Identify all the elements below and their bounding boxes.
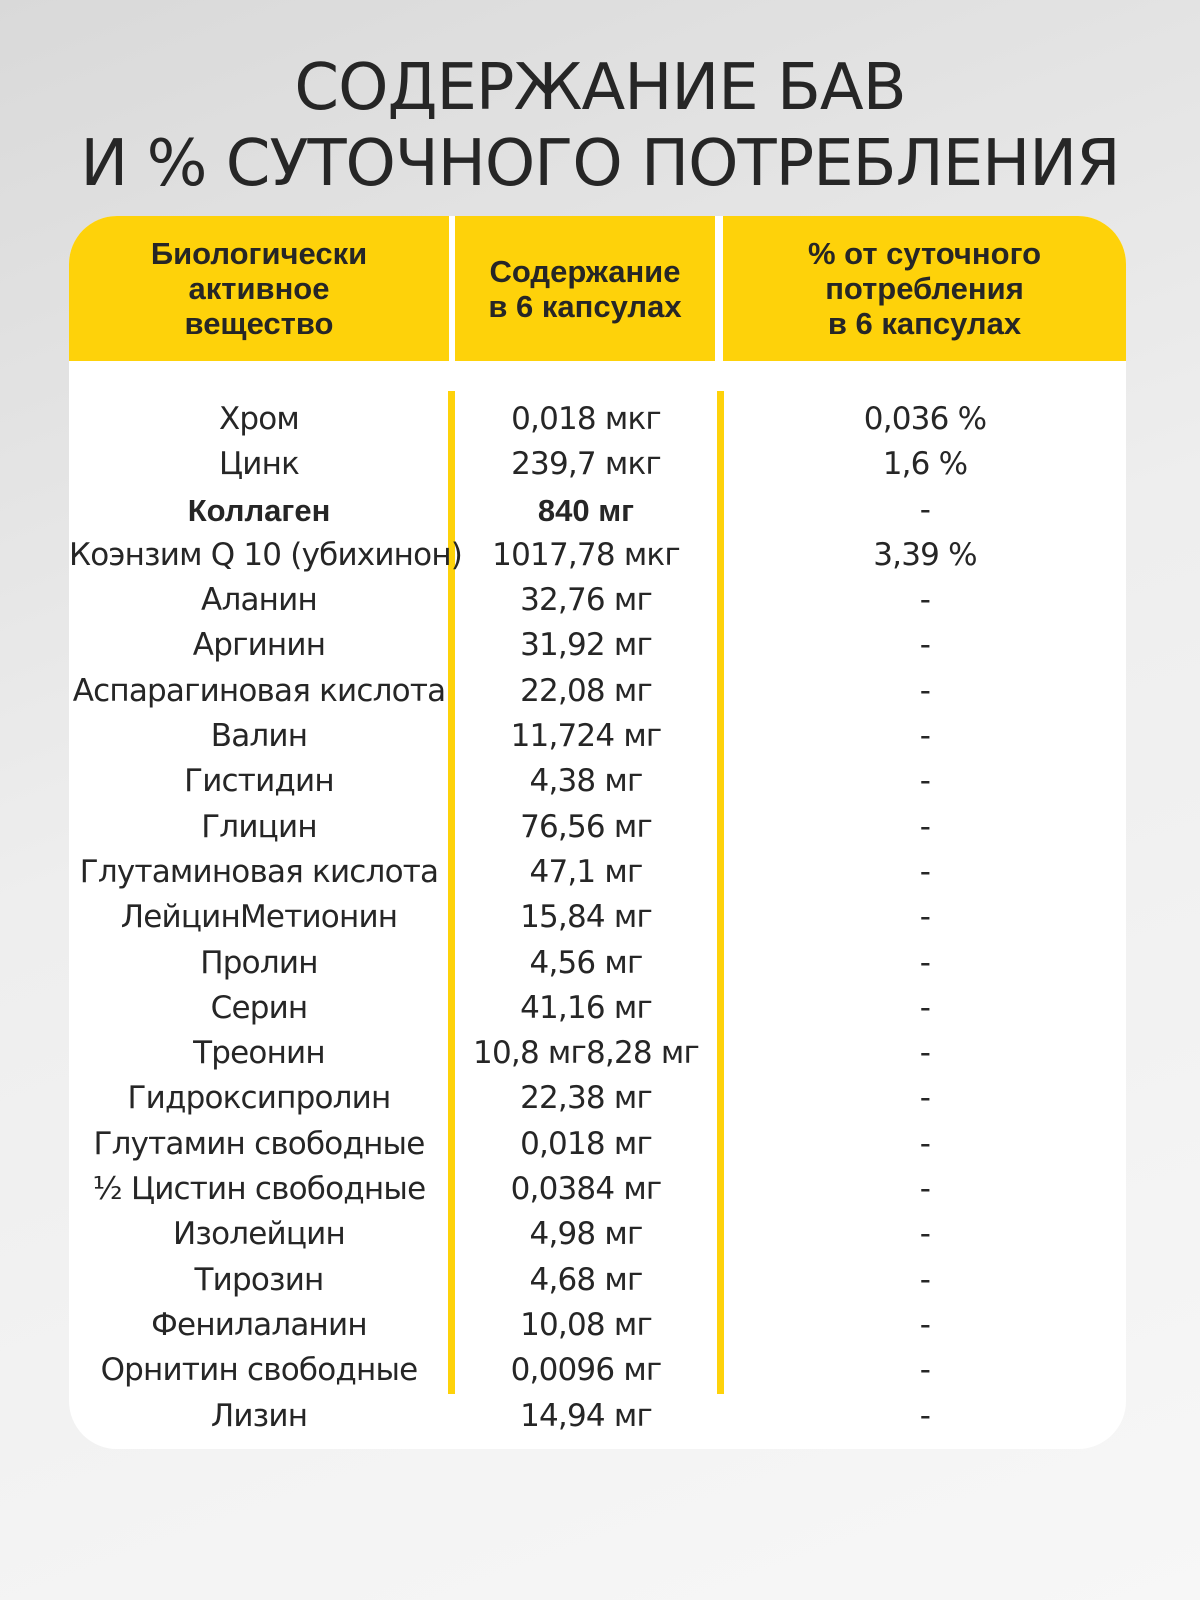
percent-cell: 3,39 % — [873, 536, 977, 573]
amount-cell: 31,92 мг — [520, 627, 652, 664]
substance-cell: Коллаген — [187, 492, 331, 528]
percent-cell: - — [919, 989, 931, 1026]
substance-cell: Аргинин — [192, 627, 326, 664]
table-row — [69, 941, 1126, 986]
percent-cell: - — [919, 1035, 931, 1072]
header-label-percent: % от суточного потребления в 6 капсулах — [807, 236, 1042, 341]
table-row — [69, 1303, 1126, 1348]
amount-cell: 11,724 мг — [510, 718, 662, 755]
percent-cell: - — [919, 899, 931, 936]
table-row — [69, 1076, 1126, 1121]
substance-cell: Фенилаланин — [151, 1306, 367, 1343]
percent-cell: - — [919, 672, 931, 709]
amount-cell: 1017,78 мкг — [492, 536, 680, 573]
percent-cell: - — [919, 1306, 931, 1343]
table-row — [69, 397, 1126, 442]
nutrient-table-card — [69, 216, 1126, 1449]
substance-cell: Валин — [210, 718, 308, 755]
percent-cell: - — [919, 763, 931, 800]
amount-cell: 22,08 мг — [520, 672, 652, 709]
table-body — [69, 397, 1126, 1439]
amount-cell: 10,8 мг8,28 мг — [473, 1035, 699, 1072]
substance-cell: ЛейцинМетионин — [120, 899, 398, 936]
table-row — [69, 1212, 1126, 1257]
substance-cell: Треонин — [193, 1035, 325, 1072]
table-row — [69, 533, 1126, 578]
substance-cell: Аспарагиновая кислота — [72, 672, 446, 709]
percent-cell: 1,6 % — [882, 446, 968, 483]
page-title-line-2: И % СУТОЧНОГО ПОТРЕБЛЕНИЯ — [80, 127, 1120, 201]
substance-cell: Глицин — [201, 808, 317, 845]
percent-cell: - — [919, 582, 931, 619]
amount-cell: 4,68 мг — [529, 1261, 643, 1298]
amount-cell: 47,1 мг — [529, 853, 643, 890]
table-row — [69, 759, 1126, 804]
substance-cell: Гистидин — [184, 763, 334, 800]
table-row — [69, 986, 1126, 1031]
amount-cell: 22,38 мг — [520, 1080, 652, 1117]
percent-cell: - — [919, 1216, 931, 1253]
amount-cell: 239,7 мкг — [511, 446, 661, 483]
substance-cell: Пролин — [200, 944, 318, 981]
percent-cell: - — [919, 808, 931, 845]
percent-cell: - — [919, 1080, 931, 1117]
header-cell-percent — [723, 216, 1126, 361]
amount-cell: 0,0384 мг — [510, 1171, 662, 1208]
substance-cell: Тирозин — [194, 1261, 324, 1298]
table-row — [69, 805, 1126, 850]
table-row — [69, 895, 1126, 940]
substance-cell: Хром — [218, 401, 300, 437]
header-label-amount: Содержание в 6 капсулах — [488, 253, 682, 324]
table-row — [69, 1031, 1126, 1076]
substance-cell: Коэнзим Q 10 (убихинон) — [69, 536, 463, 573]
amount-cell: 76,56 мг — [520, 808, 652, 845]
amount-cell: 840 мг — [537, 492, 635, 528]
table-header — [69, 216, 1126, 361]
table-row — [69, 442, 1126, 487]
substance-cell: Серин — [210, 989, 308, 1026]
percent-cell: - — [919, 1171, 931, 1208]
substance-cell: Орнитин свободные — [100, 1352, 418, 1389]
table-row — [69, 669, 1126, 714]
percent-cell: - — [919, 1397, 931, 1434]
percent-cell: - — [919, 853, 931, 890]
amount-cell: 4,98 мг — [529, 1216, 643, 1253]
table-row — [69, 1394, 1126, 1439]
substance-cell: Глутаминовая кислота — [79, 853, 439, 890]
table-row — [69, 1258, 1126, 1303]
amount-cell: 4,56 мг — [529, 944, 643, 981]
table-row — [69, 578, 1126, 623]
percent-cell: - — [919, 491, 931, 528]
substance-cell: Лизин — [210, 1397, 308, 1434]
amount-cell: 41,16 мг — [520, 989, 652, 1026]
table-row — [69, 488, 1126, 533]
header-cell-amount — [455, 216, 715, 361]
percent-cell: - — [919, 718, 931, 755]
substance-cell: Глутамин свободные — [93, 1125, 425, 1162]
table-row — [69, 1122, 1126, 1167]
page-title — [0, 50, 1200, 202]
percent-cell: - — [919, 1352, 931, 1389]
page-title-line-1: СОДЕРЖАНИЕ БАВ — [294, 51, 906, 125]
substance-cell: ½ Цистин свободные — [92, 1171, 426, 1208]
header-label-substance: Биологически активное вещество — [150, 236, 368, 341]
table-row — [69, 623, 1126, 668]
header-cell-substance — [69, 216, 449, 361]
substance-cell: Аланин — [201, 582, 317, 619]
percent-cell: 0,036 % — [863, 401, 987, 437]
amount-cell: 15,84 мг — [520, 899, 652, 936]
table-row — [69, 850, 1126, 895]
substance-cell: Гидроксипролин — [127, 1080, 391, 1117]
substance-cell: Цинк — [218, 446, 299, 483]
amount-cell: 32,76 мг — [520, 582, 652, 619]
percent-cell: - — [919, 1261, 931, 1298]
substance-cell: Изолейцин — [173, 1216, 345, 1253]
table-row — [69, 1348, 1126, 1393]
table-row — [69, 714, 1126, 759]
percent-cell: - — [919, 944, 931, 981]
table-row — [69, 1167, 1126, 1212]
amount-cell: 0,018 мг — [520, 1125, 652, 1162]
amount-cell: 0,018 мкг — [511, 401, 661, 437]
amount-cell: 10,08 мг — [520, 1306, 652, 1343]
amount-cell: 4,38 мг — [529, 763, 643, 800]
amount-cell: 14,94 мг — [520, 1397, 652, 1434]
amount-cell: 0,0096 мг — [510, 1352, 662, 1389]
percent-cell: - — [919, 627, 931, 664]
percent-cell: - — [919, 1125, 931, 1162]
